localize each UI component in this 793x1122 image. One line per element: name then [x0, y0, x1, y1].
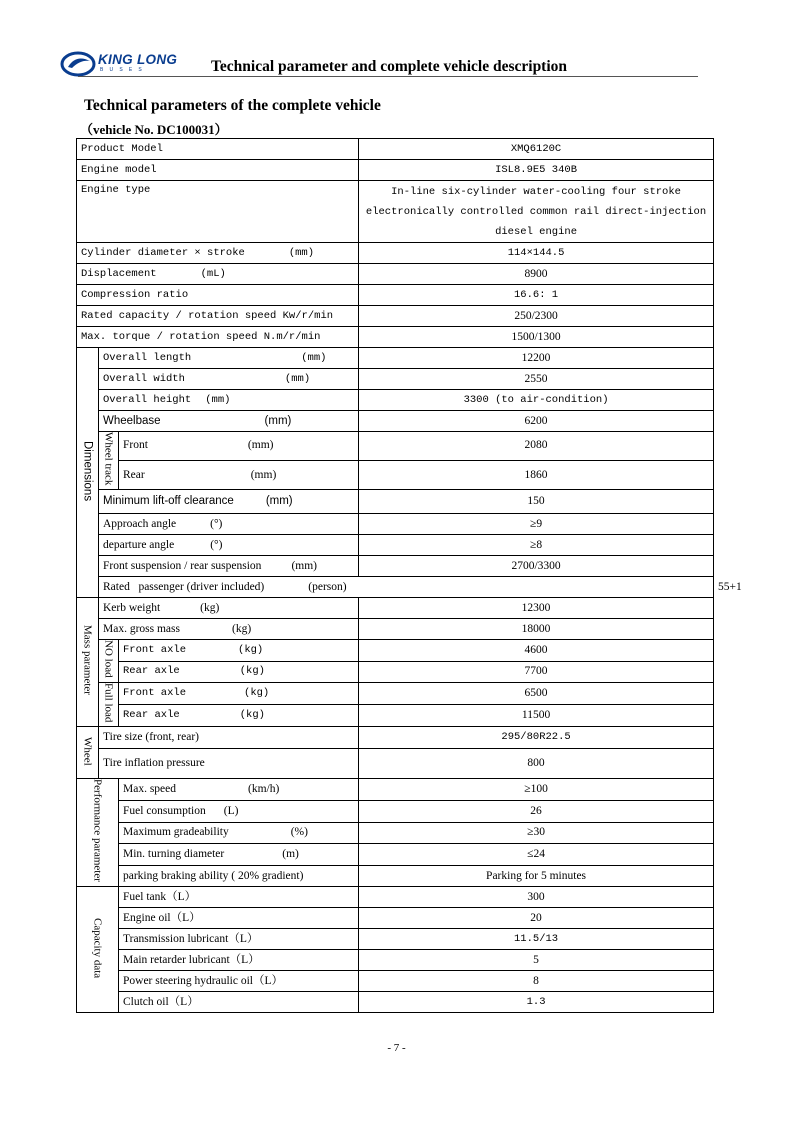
- label-cell: Compression ratio: [77, 285, 359, 306]
- table-row: [77, 929, 714, 950]
- row-label: Front: [123, 439, 148, 452]
- row-unit: (mm): [291, 559, 317, 572]
- label-cell: Product Model: [77, 139, 359, 160]
- value-cell: 12300: [359, 598, 714, 619]
- value-cell: 6200: [359, 411, 714, 432]
- value-cell: 1860: [359, 460, 714, 490]
- row-label: Cylinder diameter × stroke: [81, 246, 245, 259]
- row-unit: (°): [210, 517, 223, 530]
- table-row: [77, 160, 714, 181]
- value-cell: 3300 (to air-condition): [359, 390, 714, 411]
- page-number: - 7 -: [387, 1042, 406, 1054]
- row-label: Displacement: [81, 267, 157, 280]
- label-cell: [119, 844, 359, 866]
- table-row: [77, 556, 714, 577]
- table-row: [77, 619, 714, 640]
- label-cell: [119, 460, 359, 490]
- label-cell: [119, 683, 359, 705]
- table-row: [77, 390, 714, 411]
- value-cell: 5: [359, 950, 714, 971]
- label-cell: [99, 514, 359, 535]
- group-label: Capacity data: [91, 917, 104, 978]
- row-label: Rear axle: [123, 665, 180, 678]
- value-cell: Parking for 5 minutes: [359, 865, 714, 887]
- label-cell: [119, 822, 359, 844]
- row-unit: (mm): [284, 372, 311, 385]
- value-cell: 8900: [359, 264, 714, 285]
- table-row: [77, 432, 714, 461]
- value-cell: 150: [359, 490, 714, 514]
- value-cell: 1500/1300: [359, 327, 714, 348]
- table-row: [77, 640, 714, 661]
- row-label: Front suspension / rear suspension: [103, 559, 262, 572]
- label-cell: [119, 950, 359, 971]
- spec-table: [76, 138, 742, 1013]
- page-title: Technical parameters of the complete vehicle: [84, 97, 381, 114]
- table-row: [77, 411, 714, 432]
- value-cell: 800: [359, 749, 714, 779]
- value-cell: In-line six-cylinder water-cooling four stroke electronically controlled common rail direct-injection diesel engine: [359, 181, 714, 243]
- label-cell: [119, 640, 359, 661]
- label-cell: Transmission lubricant（L）: [119, 929, 359, 950]
- row-unit: (°): [210, 538, 223, 551]
- table-row: [77, 285, 714, 306]
- label-cell: [99, 348, 359, 369]
- value-cell: 6500: [359, 683, 714, 705]
- table-row: [77, 598, 714, 619]
- value-cell: 26: [359, 801, 714, 823]
- row-unit: (kg): [244, 687, 270, 700]
- table-row: [77, 971, 714, 992]
- row-label: Overall width: [103, 372, 185, 385]
- row-unit: (mm): [265, 495, 293, 508]
- group-capacity: [77, 887, 119, 1013]
- label-cell: Engine model: [77, 160, 359, 181]
- table-row: [77, 490, 714, 514]
- table-row: [77, 801, 714, 823]
- table-row: [77, 181, 714, 243]
- label-cell: Power steering hydraulic oil（L）: [119, 971, 359, 992]
- table-row: [77, 683, 714, 705]
- row-unit: (kg): [200, 601, 220, 614]
- header-divider: [78, 76, 698, 77]
- value-cell: XMQ6120C: [359, 139, 714, 160]
- row-unit: (mm): [250, 468, 277, 481]
- row-label: Overall length: [103, 351, 192, 364]
- label-cell: [119, 661, 359, 682]
- value-cell: 4600: [359, 640, 714, 661]
- row-label: Front axle: [123, 644, 187, 657]
- group-label: NO load: [102, 640, 115, 679]
- table-row: [77, 369, 714, 390]
- row-unit: (mm): [205, 393, 231, 406]
- table-row: [77, 727, 714, 749]
- row-unit: (kg): [239, 709, 265, 722]
- logo-subtext: BUSES: [100, 67, 148, 73]
- table-row: [77, 950, 714, 971]
- value-cell: 250/2300: [359, 306, 714, 327]
- label-cell: [77, 243, 359, 264]
- row-label: Overall height: [103, 393, 192, 406]
- group-full-load: [99, 683, 119, 727]
- table-row: [77, 243, 714, 264]
- row-unit: (mm): [301, 351, 327, 364]
- table-row: [77, 661, 714, 682]
- row-unit: (L): [223, 804, 239, 817]
- value-cell: 1.3: [359, 992, 714, 1013]
- label-cell: Engine oil（L）: [119, 908, 359, 929]
- table-row: [77, 992, 714, 1013]
- group-label: Performance parameter: [91, 779, 104, 883]
- table-row: [77, 844, 714, 866]
- row-label-c: (driver included): [186, 580, 265, 593]
- king-long-logo: [60, 51, 190, 79]
- group-label: Dimensions: [81, 440, 94, 501]
- label-cell: [99, 598, 359, 619]
- label-cell: [119, 801, 359, 823]
- value-cell: 300: [359, 887, 714, 908]
- row-label-a: Rated: [103, 580, 130, 593]
- label-cell: Tire size (front, rear): [99, 727, 359, 749]
- row-unit: (mm): [288, 246, 315, 259]
- king-long-emblem-icon: [60, 51, 96, 77]
- row-label: Rear: [123, 468, 145, 481]
- value-cell: 18000: [359, 619, 714, 640]
- group-label: Wheel track: [102, 432, 115, 486]
- table-row: [77, 306, 714, 327]
- value-cell: 114×144.5: [359, 243, 714, 264]
- row-unit: (mm): [264, 414, 292, 427]
- row-label: Max. gross mass: [103, 622, 180, 635]
- value-cell: ≥9: [359, 514, 714, 535]
- row-unit: (m): [282, 847, 299, 860]
- page-subtitle: （vehicle No. DC100031）: [80, 122, 228, 137]
- label-cell: [99, 490, 359, 514]
- row-label: departure angle: [103, 538, 175, 551]
- row-unit: (mm): [247, 439, 274, 452]
- label-cell: [99, 390, 359, 411]
- table-row: [77, 865, 714, 887]
- row-label: Front axle: [123, 687, 187, 700]
- value-cell: ≥100: [359, 779, 714, 801]
- row-label: Wheelbase: [103, 414, 161, 427]
- row-label: Kerb weight: [103, 601, 161, 614]
- row-label-b: passenger: [138, 580, 184, 593]
- label-cell: Clutch oil（L）: [119, 992, 359, 1013]
- table-row: [77, 779, 714, 801]
- label-cell: [99, 577, 714, 598]
- group-wheel-track: [99, 432, 119, 490]
- label-cell: Engine type: [77, 181, 359, 243]
- row-label-a: Main: [123, 953, 148, 966]
- value-cell: 16.6: 1: [359, 285, 714, 306]
- value-cell: 20: [359, 908, 714, 929]
- table-row: [77, 348, 714, 369]
- group-wheel: [77, 727, 99, 779]
- label-cell: [119, 432, 359, 461]
- row-unit: (kg): [239, 665, 265, 678]
- row-label: Rear axle: [123, 709, 180, 722]
- row-unit: (kg): [238, 644, 264, 657]
- row-unit: (%): [290, 826, 308, 839]
- label-cell: [99, 535, 359, 556]
- table-row: Rated passenger (driver included) (person) 55+1: [77, 577, 714, 598]
- table-row: [77, 705, 714, 727]
- row-label: Approach angle: [103, 517, 177, 530]
- row-label-b: retarder: [150, 953, 186, 966]
- label-cell: Tire inflation pressure: [99, 749, 359, 779]
- table-row: [77, 535, 714, 556]
- label-cell: parking braking ability ( 20% gradient): [119, 865, 359, 887]
- group-mass: [77, 598, 99, 727]
- value-cell: 11.5/13: [359, 929, 714, 950]
- label-cell: Rated capacity / rotation speed Kw/r/min: [77, 306, 359, 327]
- label-cell: [99, 411, 359, 432]
- label-cell: [99, 556, 359, 577]
- group-dimensions: [77, 348, 99, 598]
- header-title: Technical parameter and complete vehicle description: [211, 58, 568, 75]
- row-label: Maximum gradeability: [123, 826, 229, 839]
- label-cell: [77, 264, 359, 285]
- label-cell: [99, 369, 359, 390]
- row-label: Minimum lift-off clearance: [103, 495, 234, 508]
- value-cell: 2550: [359, 369, 714, 390]
- value-cell: 8: [359, 971, 714, 992]
- row-label: Max. speed: [123, 783, 177, 796]
- row-label: Fuel consumption: [123, 804, 206, 817]
- group-no-load: [99, 640, 119, 683]
- label-cell: Fuel tank（L）: [119, 887, 359, 908]
- label-cell: [119, 779, 359, 801]
- value-cell: 11500: [359, 705, 714, 727]
- label-cell: Max. torque / rotation speed N.m/r/min: [77, 327, 359, 348]
- table-row: [77, 139, 714, 160]
- group-label: Mass parameter: [81, 625, 94, 696]
- table-row: [77, 514, 714, 535]
- value-cell: 295/80R22.5: [359, 727, 714, 749]
- table-row: [77, 327, 714, 348]
- row-unit: (person): [308, 580, 347, 593]
- row-unit: (kg): [232, 622, 252, 635]
- value-cell: ≥30: [359, 822, 714, 844]
- value-cell: ≤24: [359, 844, 714, 866]
- value-cell: 12200: [359, 348, 714, 369]
- table-row: [77, 822, 714, 844]
- table-row: [77, 749, 714, 779]
- value-cell: ≥8: [359, 535, 714, 556]
- value-cell: 7700: [359, 661, 714, 682]
- value-cell: 2700/3300: [359, 556, 714, 577]
- group-label: Full load: [102, 683, 115, 723]
- table-row: [77, 460, 714, 490]
- label-cell: [99, 619, 359, 640]
- table-row: [77, 887, 714, 908]
- row-unit: (mL): [200, 267, 226, 280]
- row-unit: (km/h): [248, 783, 280, 796]
- logo-wordmark: KING LONG: [98, 52, 178, 67]
- label-cell: [119, 705, 359, 727]
- value-cell: 2080: [359, 432, 714, 461]
- table-row: [77, 264, 714, 285]
- group-performance: [77, 779, 119, 887]
- group-label: Wheel: [81, 736, 94, 766]
- row-label: Min. turning diameter: [123, 847, 225, 860]
- row-label-c: lubricant（L）: [188, 953, 260, 966]
- table-row: [77, 908, 714, 929]
- value-cell: ISL8.9E5 340B: [359, 160, 714, 181]
